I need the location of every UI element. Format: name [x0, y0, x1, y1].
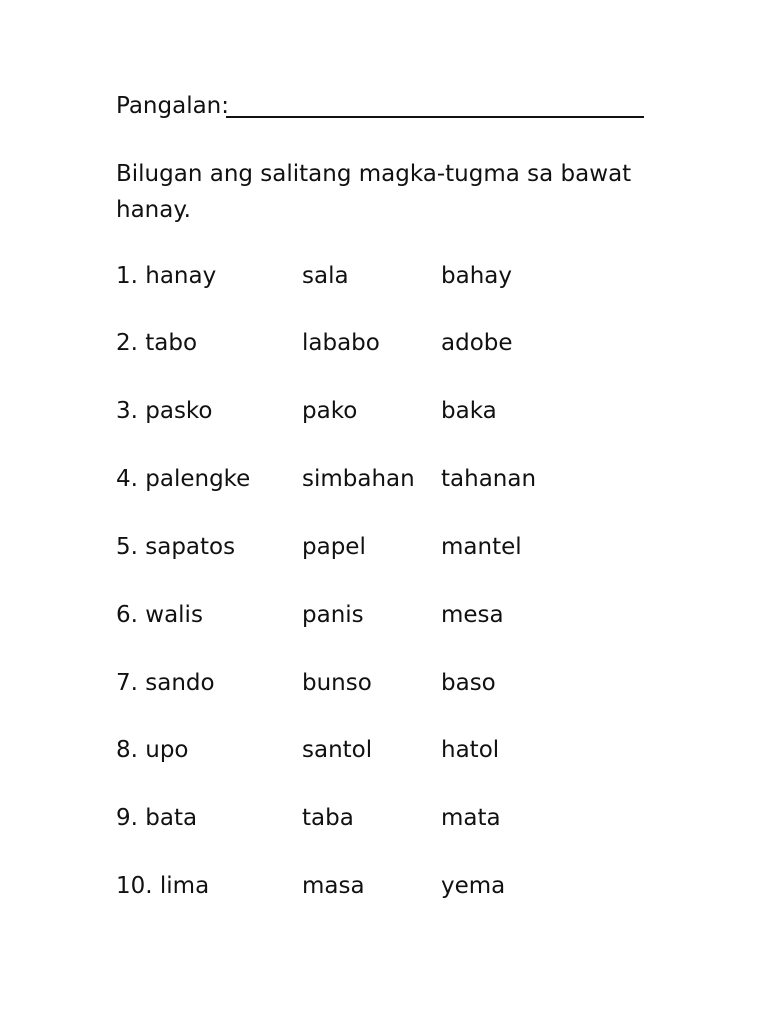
item-1-word-1: 1. hanay — [116, 263, 217, 289]
list-item-4 — [116, 461, 676, 497]
instructions — [116, 156, 656, 228]
item-4-word-1: 4. palengke — [116, 466, 251, 492]
item-2-word-1: 2. tabo — [116, 330, 198, 356]
item-10-word-3: yema — [441, 873, 506, 899]
instructions-line-2: hanay. — [116, 197, 191, 223]
item-8-word-1: 8. upo — [116, 737, 189, 763]
item-10-word-2: masa — [302, 873, 365, 899]
list-item-2 — [116, 325, 676, 361]
item-8-word-3: hatol — [441, 737, 500, 763]
item-1-word-2: sala — [302, 263, 349, 289]
item-6-word-2: panis — [302, 602, 364, 628]
list-item-3 — [116, 393, 676, 429]
list-item-8 — [116, 732, 676, 768]
item-10-word-1: 10. lima — [116, 873, 210, 899]
item-2-word-3: adobe — [441, 330, 513, 356]
list-item-6 — [116, 597, 676, 633]
item-6-word-3: mesa — [441, 602, 504, 628]
list-item-7 — [116, 665, 676, 701]
item-5-word-3: mantel — [441, 534, 522, 560]
item-9-word-3: mata — [441, 805, 501, 831]
item-7-word-2: bunso — [302, 670, 372, 696]
item-7-word-1: 7. sando — [116, 670, 215, 696]
item-4-word-3: tahanan — [441, 466, 537, 492]
name-blank-line — [226, 116, 644, 118]
item-8-word-2: santol — [302, 737, 373, 763]
list-item-9 — [116, 800, 676, 836]
item-9-word-1: 9. bata — [116, 805, 198, 831]
item-3-word-1: 3. pasko — [116, 398, 213, 424]
item-2-word-2: lababo — [302, 330, 380, 356]
item-3-word-2: pako — [302, 398, 358, 424]
item-3-word-3: baka — [441, 398, 497, 424]
item-1-word-3: bahay — [441, 263, 512, 289]
list-item-10 — [116, 868, 676, 904]
instructions-line-1: Bilugan ang salitang magka-tugma sa bawat — [116, 161, 632, 187]
list-item-5 — [116, 529, 676, 565]
item-6-word-1: 6. walis — [116, 602, 203, 628]
list-item-1 — [116, 258, 676, 294]
item-7-word-3: baso — [441, 670, 496, 696]
item-5-word-2: papel — [302, 534, 366, 560]
item-5-word-1: 5. sapatos — [116, 534, 236, 560]
name-label: Pangalan: — [116, 93, 230, 119]
item-4-word-2: simbahan — [302, 466, 415, 492]
item-9-word-2: taba — [302, 805, 354, 831]
